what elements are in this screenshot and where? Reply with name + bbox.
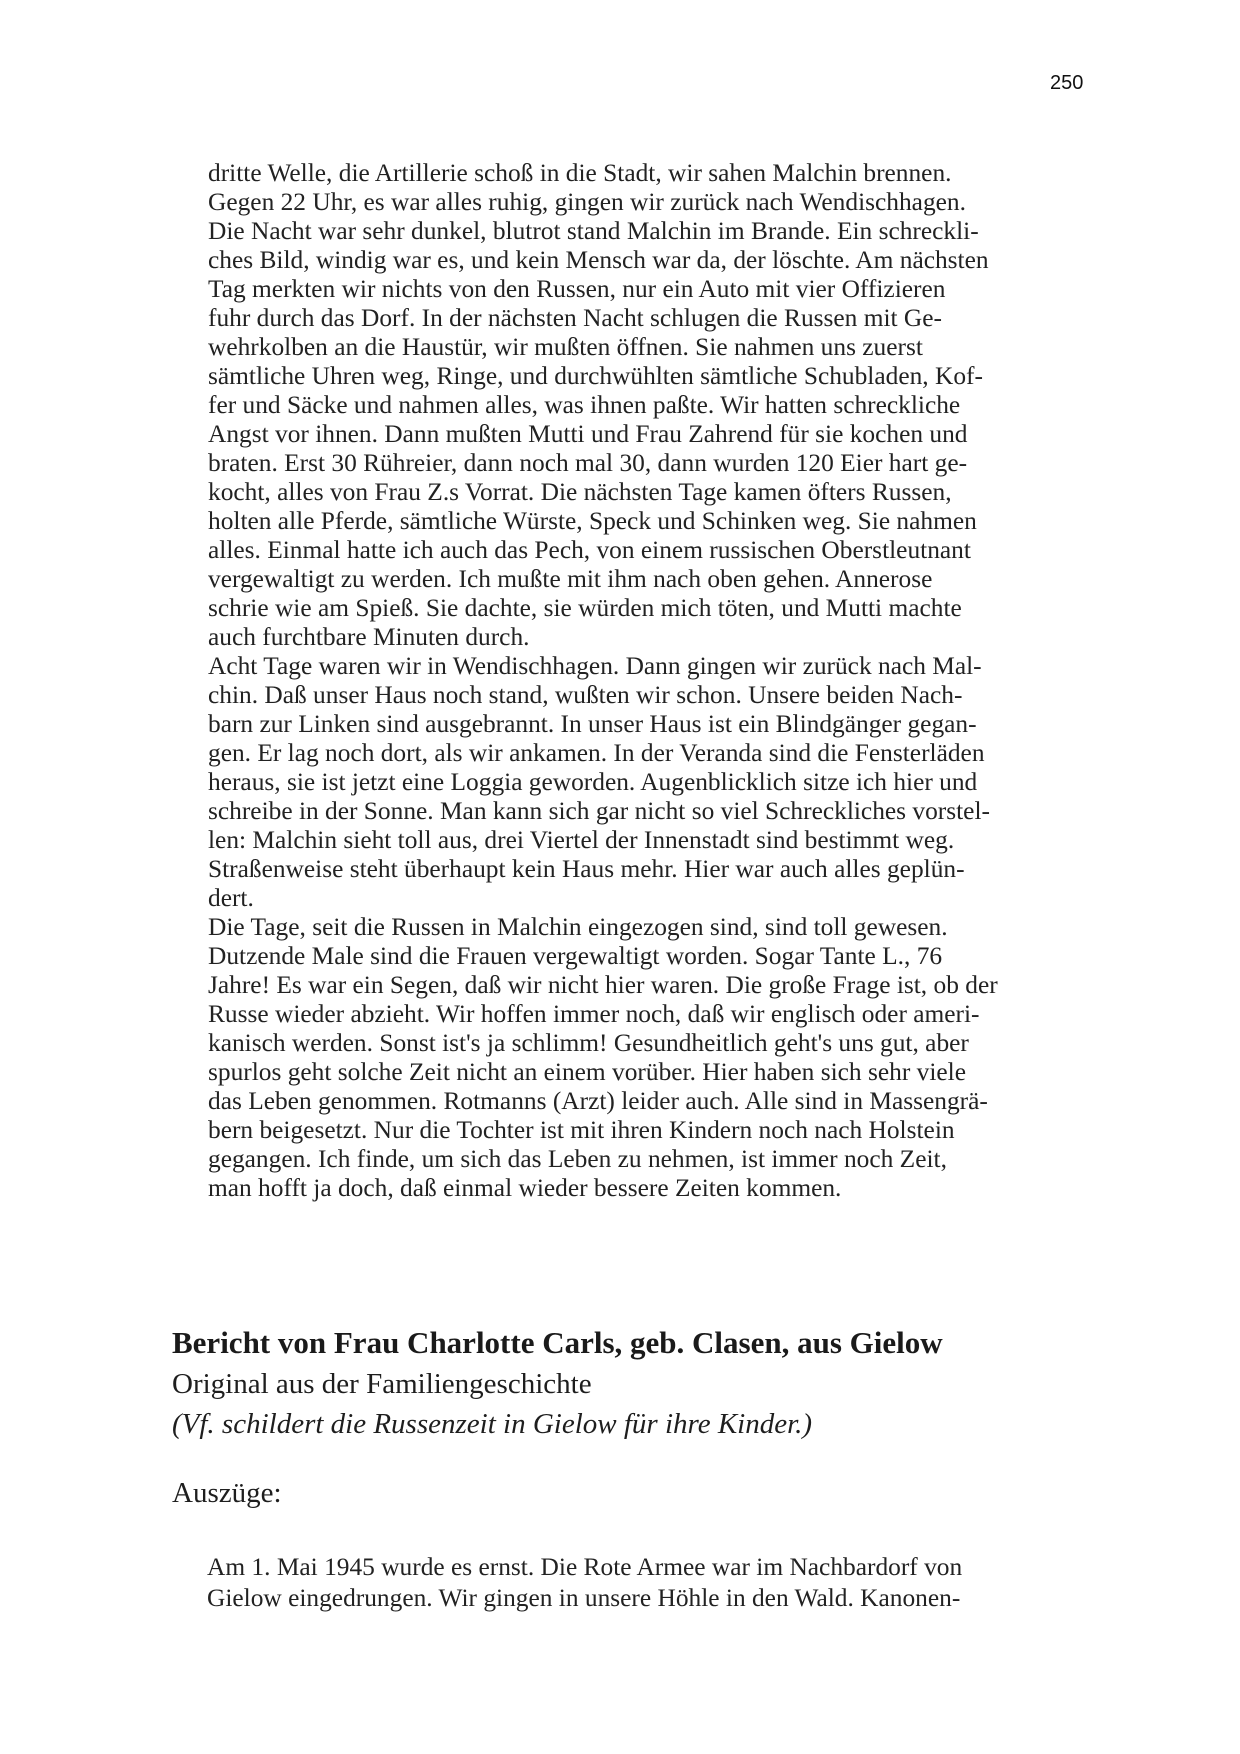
text-line: vergewaltigt zu werden. Ich mußte mit ihm nach oben gehen. Annerose xyxy=(208,565,933,593)
text-line: Gegen 22 Uhr, es war alles ruhig, gingen wir zurück nach Wendischhagen. xyxy=(208,188,966,216)
body-text xyxy=(208,159,1060,1203)
text-line: Angst vor ihnen. Dann mußten Mutti und Frau Zahrend für sie kochen und xyxy=(208,420,968,448)
text-line: bern beigesetzt. Nur die Tochter ist mit ihren Kindern noch nach Holstein xyxy=(208,1116,955,1144)
text-line: Acht Tage waren wir in Wendischhagen. Dann gingen wir zurück nach Mal- xyxy=(208,652,982,680)
text-line: Russe wieder abzieht. Wir hoffen immer noch, daß wir englisch oder ameri- xyxy=(208,1000,980,1028)
text-line: Jahre! Es war ein Segen, daß wir nicht hier waren. Die große Frage ist, ob der xyxy=(208,971,998,999)
text-line: Die Nacht war sehr dunkel, blutrot stand Malchin im Brande. Ein schreckli- xyxy=(208,217,979,245)
text-line: barn zur Linken sind ausgebrannt. In unser Haus ist ein Blindgänger gegan- xyxy=(208,710,977,738)
text-line: Am 1. Mai 1945 wurde es ernst. Die Rote Armee war im Nachbardorf von xyxy=(207,1553,963,1581)
text-line: wehrkolben an die Haustür, wir mußten öffnen. Sie nahmen uns zuerst xyxy=(208,333,923,361)
text-line: kocht, alles von Frau Z.s Vorrat. Die nächsten Tage kamen öfters Russen, xyxy=(208,478,952,506)
text-line: dert. xyxy=(208,884,254,912)
section-title: Bericht von Frau Charlotte Carls, geb. Clasen, aus Gielow xyxy=(172,1325,943,1360)
text-line: len: Malchin sieht toll aus, drei Viertel der Innenstadt sind bestimmt weg. xyxy=(208,826,955,854)
text-line: Tag merkten wir nichts von den Russen, nur ein Auto mit vier Offizieren xyxy=(208,275,946,303)
excerpt-text xyxy=(207,1552,1059,1614)
text-line: ches Bild, windig war es, und kein Mensch war da, der löschte. Am nächsten xyxy=(208,246,989,274)
text-line: chin. Daß unser Haus noch stand, wußten wir schon. Unsere beiden Nach- xyxy=(208,681,963,709)
text-line: das Leben genommen. Rotmanns (Arzt) leider auch. Alle sind in Massengrä- xyxy=(208,1087,988,1115)
text-line: kanisch werden. Sonst ist's ja schlimm! Gesundheitlich geht's uns gut, aber xyxy=(208,1029,969,1057)
text-line: Dutzende Male sind die Frauen vergewaltigt worden. Sogar Tante L., 76 xyxy=(208,942,943,970)
text-line: sämtliche Uhren weg, Ringe, und durchwühlten sämtliche Schubladen, Kof- xyxy=(208,362,983,390)
excerpts-label: Auszüge: xyxy=(172,1477,282,1509)
text-line: Gielow eingedrungen. Wir gingen in unsere Höhle in den Wald. Kanonen- xyxy=(207,1584,961,1612)
text-line: fuhr durch das Dorf. In der nächsten Nacht schlugen die Russen mit Ge- xyxy=(208,304,942,332)
text-line: schreibe in der Sonne. Man kann sich gar nicht so viel Schreckliches vorstel- xyxy=(208,797,990,825)
text-line: Die Tage, seit die Russen in Malchin eingezogen sind, sind toll gewesen. xyxy=(208,913,948,941)
text-line: man hofft ja doch, daß einmal wieder bessere Zeiten kommen. xyxy=(208,1174,842,1202)
text-line: holten alle Pferde, sämtliche Würste, Speck und Schinken weg. Sie nahmen xyxy=(208,507,977,535)
text-line: heraus, sie ist jetzt eine Loggia geworden. Augenblicklich sitze ich hier und xyxy=(208,768,978,796)
section-note: (Vf. schildert die Russenzeit in Gielow für ihre Kinder.) xyxy=(172,1408,813,1440)
text-line: spurlos geht solche Zeit nicht an einem vorüber. Hier haben sich sehr viele xyxy=(208,1058,966,1086)
text-line: dritte Welle, die Artillerie schoß in die Stadt, wir sahen Malchin brennen. xyxy=(208,159,952,187)
text-line: schrie wie am Spieß. Sie dachte, sie würden mich töten, und Mutti machte xyxy=(208,594,962,622)
section-subtitle: Original aus der Familiengeschichte xyxy=(172,1368,592,1400)
text-line: Straßenweise steht überhaupt kein Haus mehr. Hier war auch alles geplün- xyxy=(208,855,965,883)
text-line: gen. Er lag noch dort, als wir ankamen. In der Veranda sind die Fensterläden xyxy=(208,739,985,767)
text-line: auch furchtbare Minuten durch. xyxy=(208,623,530,651)
text-line: fer und Säcke und nahmen alles, was ihnen paßte. Wir hatten schreckliche xyxy=(208,391,961,419)
page-number: 250 xyxy=(1050,72,1084,94)
text-line: gegangen. Ich finde, um sich das Leben zu nehmen, ist immer noch Zeit, xyxy=(208,1145,947,1173)
text-line: alles. Einmal hatte ich auch das Pech, von einem russischen Oberstleutnant xyxy=(208,536,971,564)
text-line: braten. Erst 30 Rühreier, dann noch mal 30, dann wurden 120 Eier hart ge- xyxy=(208,449,968,477)
